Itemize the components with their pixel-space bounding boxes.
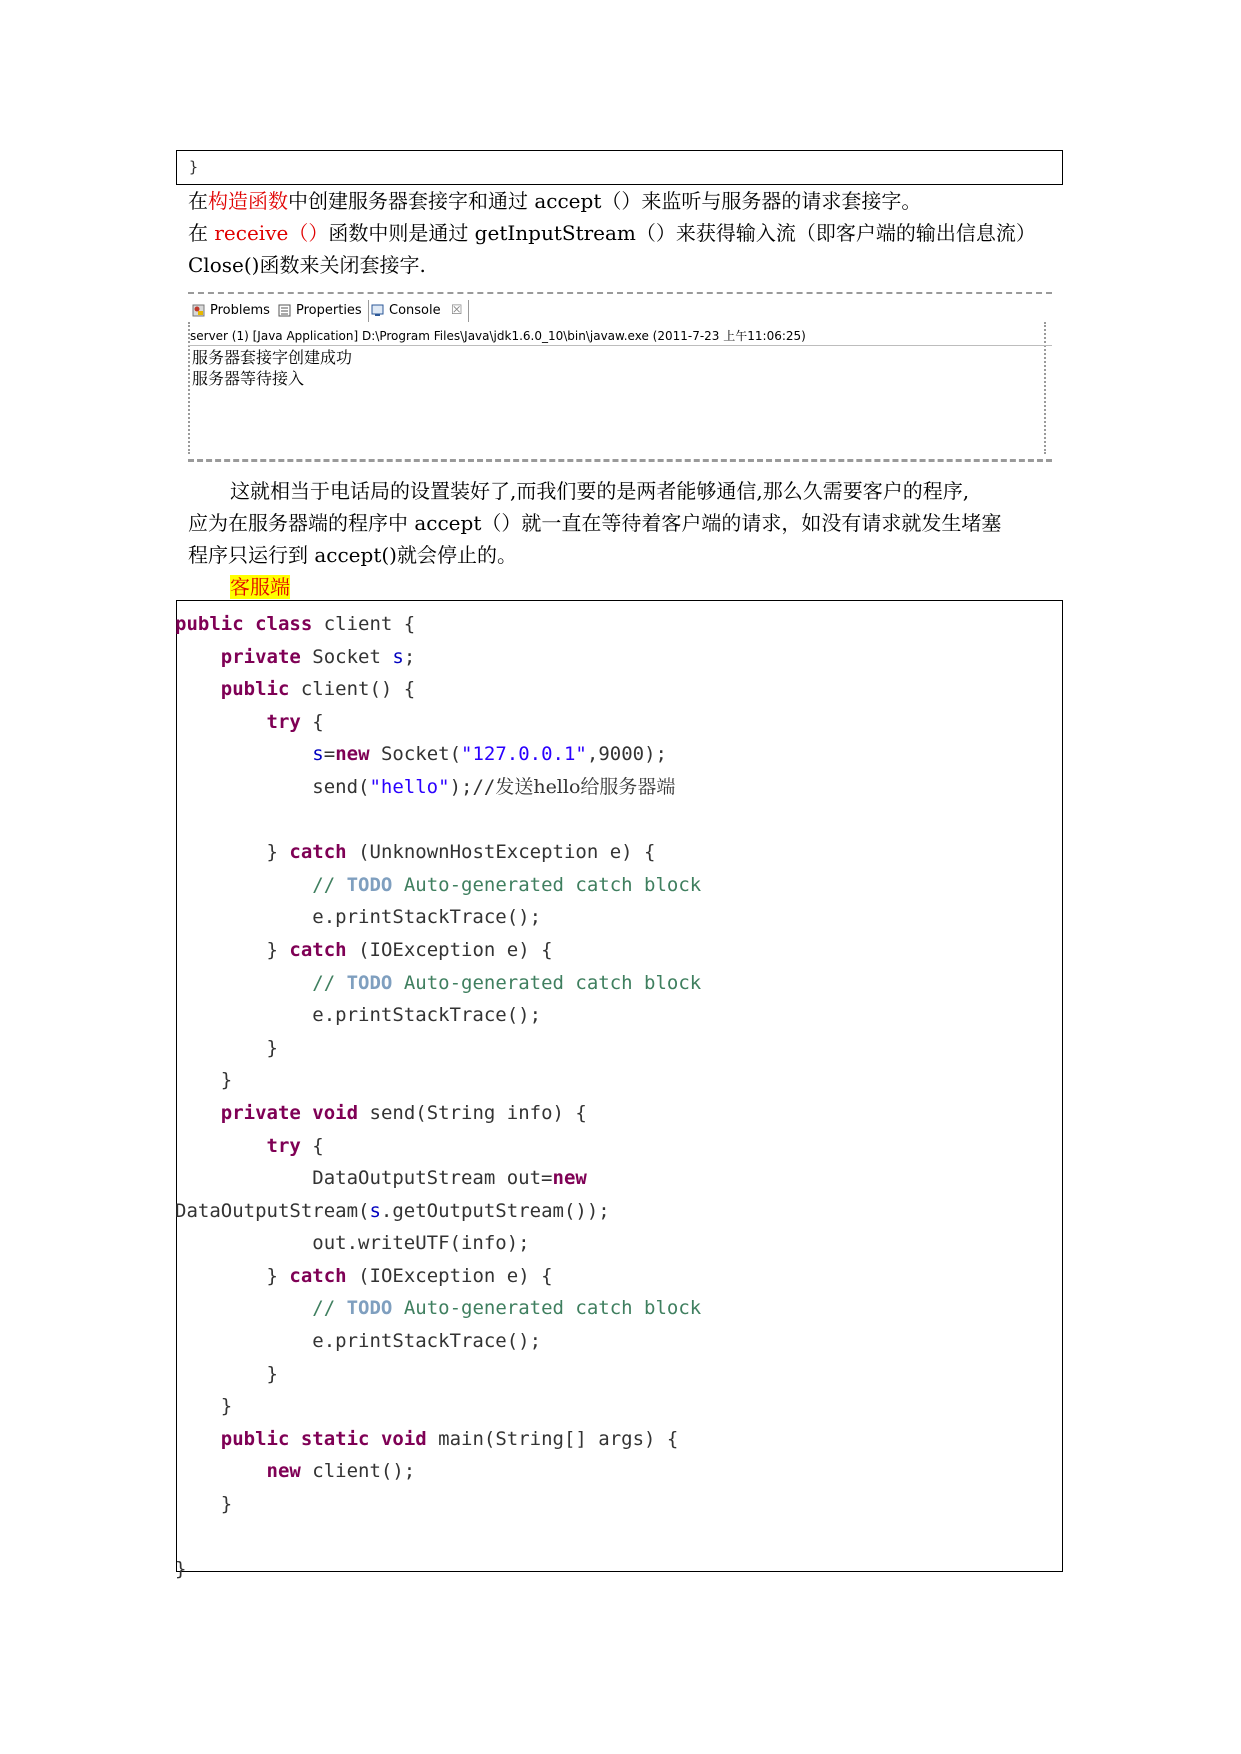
code-line: } xyxy=(175,1558,187,1581)
explanation-line-2: 应为在服务器端的程序中 accept（）就一直在等待着客户端的请求，如没有请求就发生堵塞 xyxy=(188,511,1002,535)
tab-console[interactable]: Console ☒ xyxy=(368,300,469,322)
code-line: out.writeUTF(info); xyxy=(312,1232,530,1255)
intro-line-3: Close()函数来关闭套接字. xyxy=(188,253,426,277)
code-line: } xyxy=(220,1395,233,1418)
code-line: e.printStackTrace(); xyxy=(312,1330,542,1353)
code-line: send("hello");//发送hello给服务器端 xyxy=(312,775,676,798)
console-line: 服务器等待接入 xyxy=(192,369,305,388)
console-output xyxy=(192,347,352,389)
code-line: // TODO Auto-generated catch block xyxy=(312,971,702,994)
divider xyxy=(188,345,1052,346)
intro-line-1: 在构造函数中创建服务器套接字和通过 accept（）来监听与服务器的请求套接字。 xyxy=(188,189,922,213)
code-line: new client(); xyxy=(266,1460,416,1483)
tab-problems[interactable]: Problems xyxy=(190,300,270,322)
torn-edge-bottom xyxy=(188,459,1052,462)
torn-edge-right xyxy=(1044,322,1052,454)
explanation-paragraph xyxy=(188,475,1058,603)
code-line: try { xyxy=(266,710,324,733)
code-line: // TODO Auto-generated catch block xyxy=(312,873,702,896)
code-line: e.printStackTrace(); xyxy=(312,1004,542,1027)
code-line: e.printStackTrace(); xyxy=(312,906,542,929)
section-heading-client: 客服端 xyxy=(230,575,290,599)
code-line xyxy=(175,804,1055,837)
client-code xyxy=(175,608,1055,1586)
code-line: } xyxy=(220,1069,233,1092)
intro-paragraph xyxy=(188,185,1058,281)
problems-icon xyxy=(192,304,205,317)
intro-line-2: 在 receive（）函数中则是通过 getInputStream（）来获得输入流（即客户端的输出信息流） xyxy=(188,221,1036,245)
explanation-line-3: 程序只运行到 accept()就会停止的。 xyxy=(188,543,517,567)
explanation-line-1: 这就相当于电话局的设置装好了,而我们要的是两者能够通信,那么久需要客户的程序, xyxy=(230,479,970,503)
properties-icon xyxy=(278,304,291,317)
code-fragment-box xyxy=(176,150,1063,185)
code-line: } xyxy=(266,1036,278,1059)
close-icon[interactable]: ☒ xyxy=(450,303,463,318)
code-line xyxy=(175,1521,1055,1554)
eclipse-console-screenshot xyxy=(188,292,1052,462)
tab-properties[interactable]: Properties xyxy=(276,300,362,322)
code-line: private void send(String info) { xyxy=(220,1101,587,1124)
code-line: private Socket s; xyxy=(220,645,416,668)
code-line: s=new Socket("127.0.0.1",9000); xyxy=(312,743,667,766)
console-process-label: server (1) [Java Application] D:\Program Files\Java\jdk1.6.0_10\bin\javaw.exe (2011-7-23 上午11:06:25) xyxy=(190,329,806,343)
code-line: try { xyxy=(266,1134,324,1157)
code-line: public client() { xyxy=(220,678,416,701)
code-line: } catch (IOException e) { xyxy=(266,938,553,961)
code-line: } catch (IOException e) { xyxy=(266,1264,553,1287)
code-line: DataOutputStream out=new xyxy=(312,1167,587,1190)
view-tab-bar xyxy=(188,292,1052,322)
code-line: DataOutputStream(s.getOutputStream()); xyxy=(175,1199,610,1222)
code-line: // TODO Auto-generated catch block xyxy=(312,1297,702,1320)
code-line: public class client { xyxy=(175,613,416,635)
closing-brace: } xyxy=(189,158,199,176)
code-line: public static void main(String[] args) { xyxy=(220,1427,679,1450)
code-line: } xyxy=(220,1493,233,1516)
console-line: 服务器套接字创建成功 xyxy=(192,348,353,367)
code-line: } catch (UnknownHostException e) { xyxy=(266,841,656,864)
console-icon xyxy=(371,304,384,317)
code-line: } xyxy=(266,1362,278,1385)
